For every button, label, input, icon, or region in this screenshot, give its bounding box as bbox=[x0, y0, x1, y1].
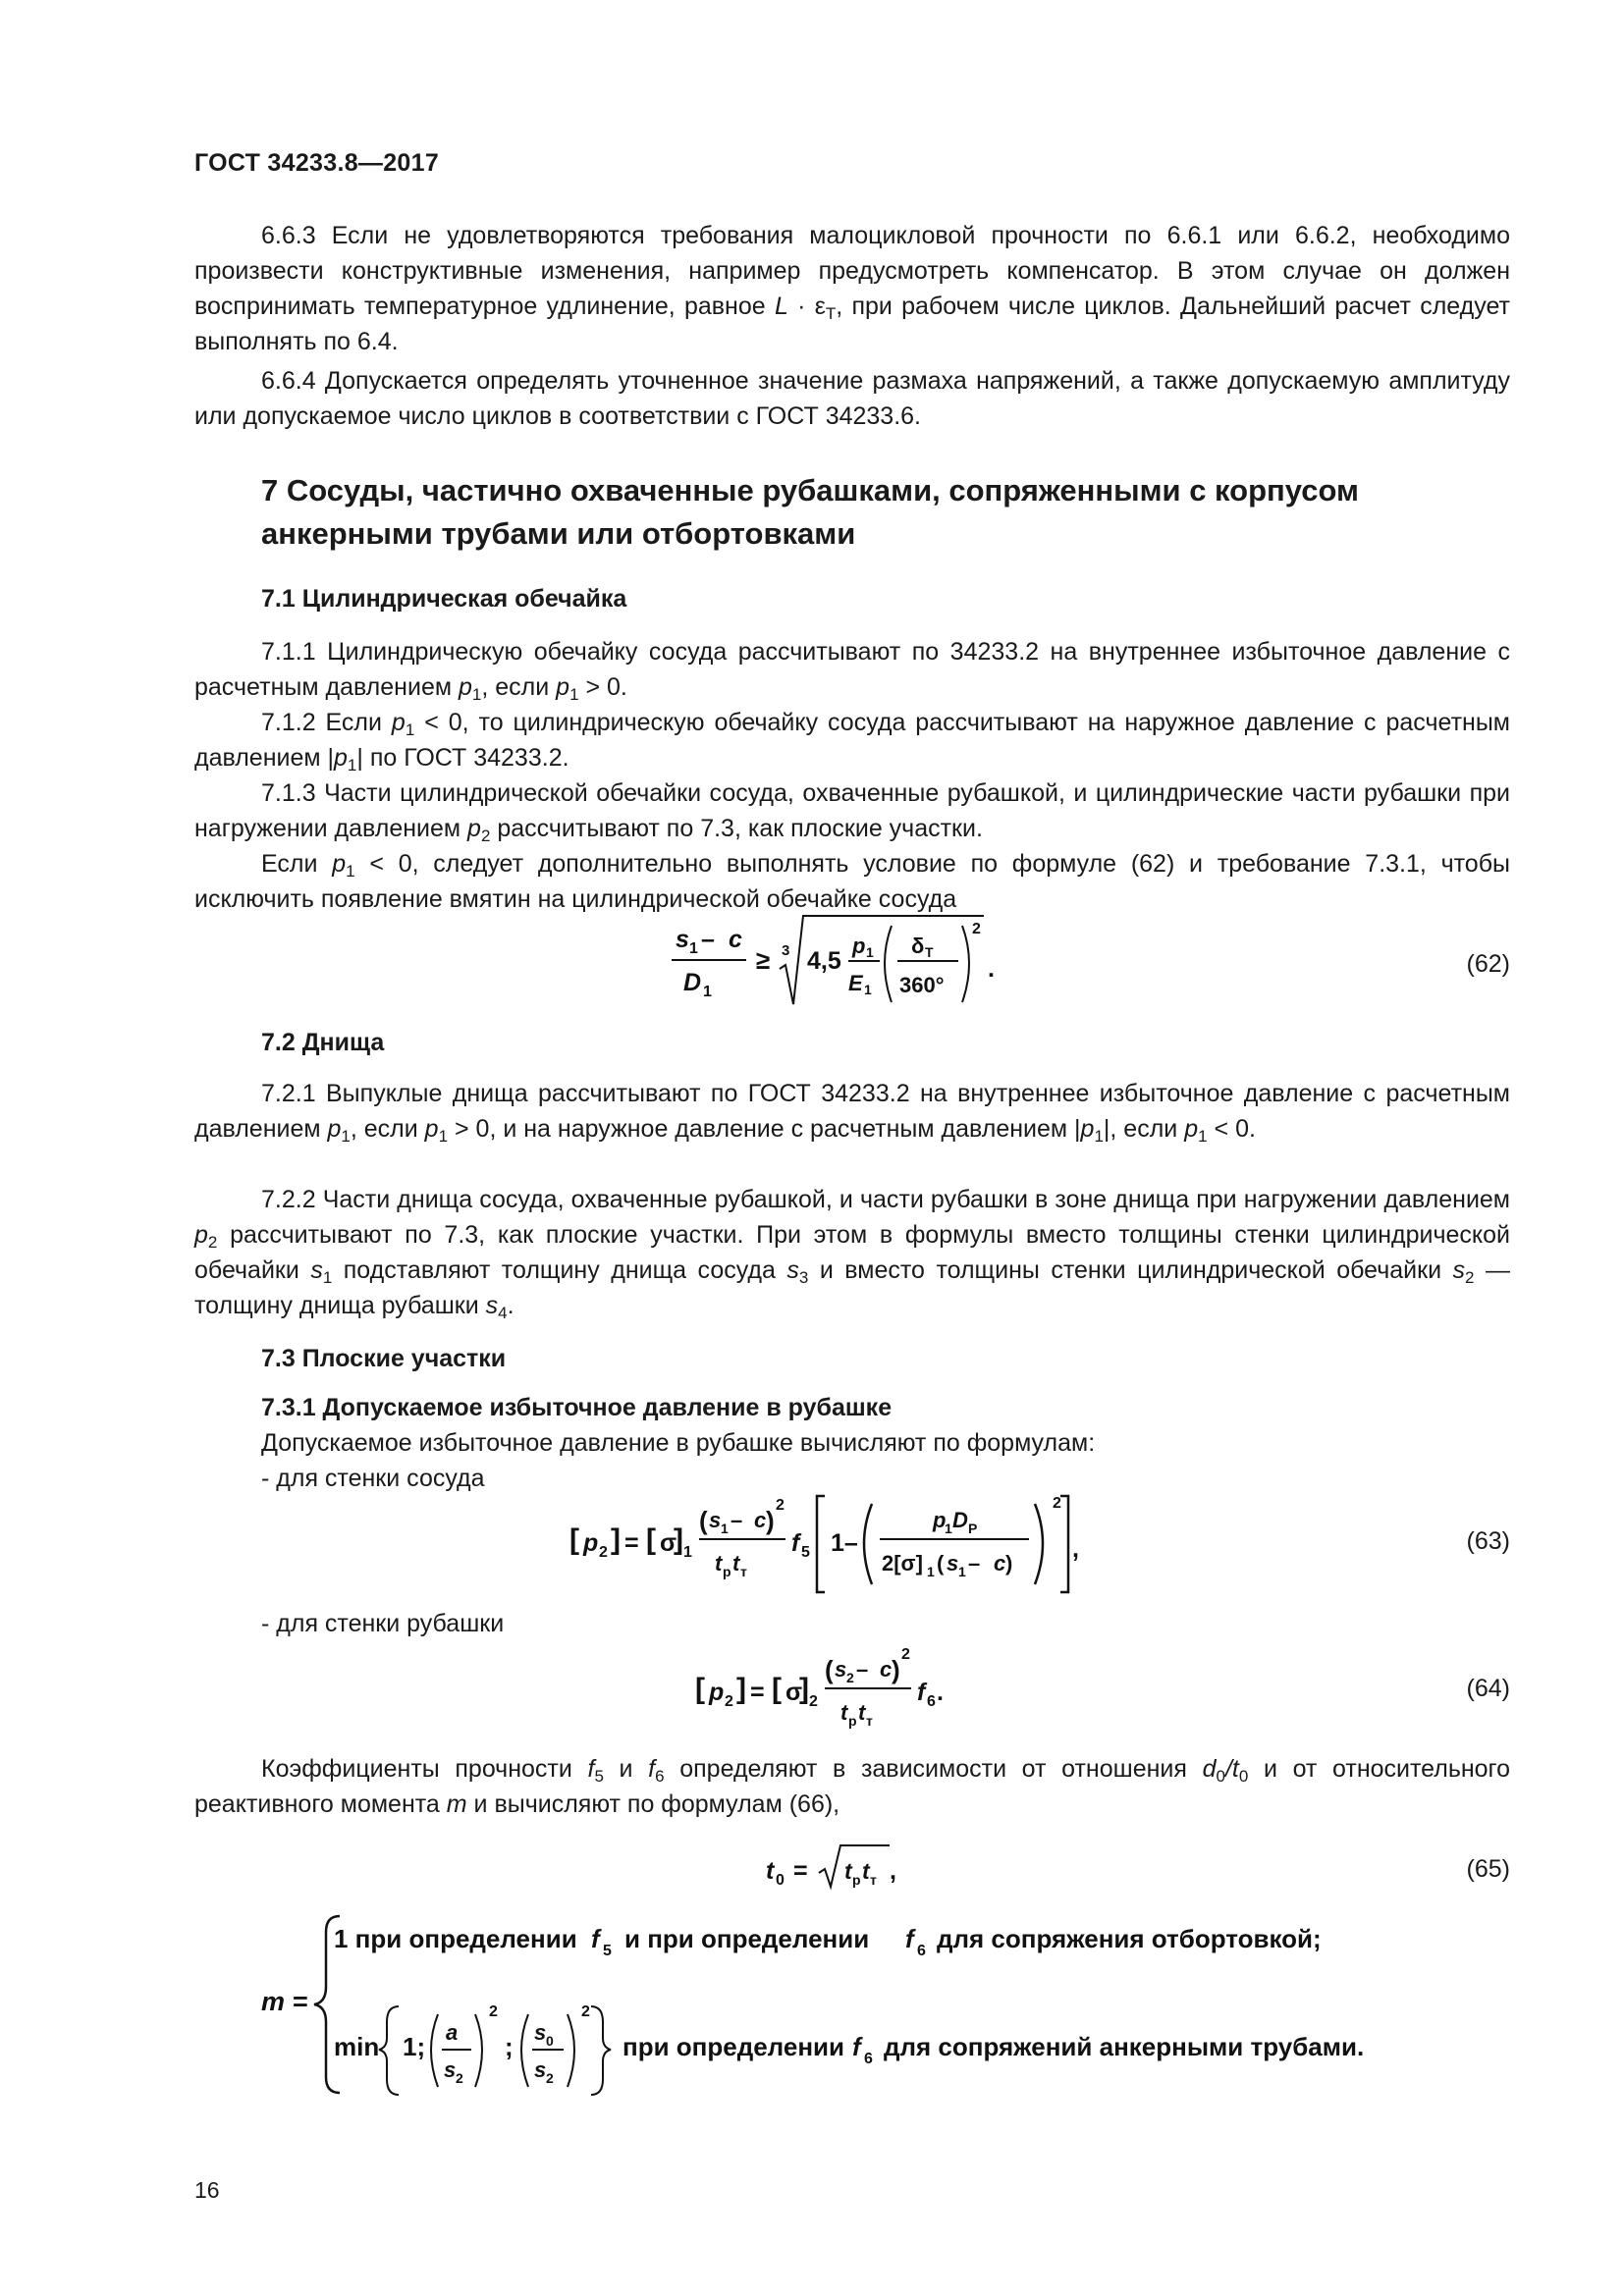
equation-66 bbox=[257, 1908, 1435, 2105]
svg-text:1: 1 bbox=[721, 1521, 729, 1536]
svg-text:2: 2 bbox=[581, 2003, 590, 2020]
svg-text:Т: Т bbox=[925, 944, 934, 960]
svg-text:t: t bbox=[840, 1700, 848, 1725]
svg-text:1: 1 bbox=[927, 1564, 935, 1579]
svg-text:1: 1 bbox=[866, 944, 874, 960]
svg-text:2: 2 bbox=[776, 1497, 785, 1514]
svg-text:f: f bbox=[791, 1529, 800, 1557]
svg-text:σ: σ bbox=[785, 1679, 803, 1706]
svg-text:s: s bbox=[676, 926, 689, 953]
svg-text:(: ( bbox=[699, 1506, 708, 1535]
svg-text:4,5: 4,5 bbox=[807, 947, 841, 975]
svg-text:1;: 1; bbox=[403, 2032, 426, 2061]
svg-text:t: t bbox=[715, 1551, 723, 1575]
svg-text:s: s bbox=[444, 2057, 457, 2082]
svg-text:т: т bbox=[866, 1713, 873, 1729]
equation-65-number: (65) bbox=[1466, 1855, 1510, 1883]
svg-text:=: = bbox=[750, 1679, 765, 1706]
page-number: 16 bbox=[194, 2177, 220, 2203]
section-7-title: 7 Сосуды, частично охваченные рубашками, сопряженными с корпусом анкерными трубами или отбортовками bbox=[261, 473, 1359, 551]
svg-text:t: t bbox=[858, 1700, 866, 1725]
svg-text:p: p bbox=[709, 1679, 725, 1706]
svg-text:=: = bbox=[624, 1529, 639, 1557]
paragraph-7-2-1: 7.2.1 Выпуклые днища рассчитывают по ГОСТ 34233.2 на внутреннее избыточное давление с расчетным давлением $p_1$, если $p_1 > 0$, и на наружное давление с расчетным давлением $|p_1|$, если $p_1 < 0$. bbox=[194, 1080, 1510, 1146]
svg-text:D: D bbox=[952, 1508, 968, 1532]
svg-text:2: 2 bbox=[1053, 1495, 1061, 1512]
svg-text:т: т bbox=[740, 1564, 747, 1579]
svg-text:c: c bbox=[880, 1657, 893, 1682]
svg-text:.: . bbox=[988, 955, 995, 983]
section-7-1-title: 7.1 Цилиндрическая обечайка bbox=[261, 585, 627, 613]
svg-text:р: р bbox=[723, 1564, 731, 1579]
svg-text:σ: σ bbox=[660, 1529, 677, 1557]
svg-text:1 при определении: 1 при определении bbox=[334, 1924, 577, 1953]
svg-text:р: р bbox=[848, 1713, 857, 1729]
svg-text:c: c bbox=[994, 1551, 1006, 1575]
svg-text:s: s bbox=[835, 1657, 847, 1682]
svg-text:2: 2 bbox=[725, 1693, 733, 1710]
svg-text:[: [ bbox=[646, 1523, 656, 1556]
svg-text:5: 5 bbox=[603, 1943, 612, 1959]
svg-text:для сопряжений анкерными труба: для сопряжений анкерными трубами. bbox=[884, 2032, 1365, 2061]
svg-text:1: 1 bbox=[958, 1564, 966, 1579]
svg-text:s: s bbox=[534, 2057, 547, 2082]
svg-text:0: 0 bbox=[776, 1872, 785, 1889]
svg-text:D: D bbox=[683, 969, 702, 996]
paragraph-6-6-4: 6.6.4 Допускается определять уточненное значение размаха напряжений, а также допускаемую амплитуду или допускаемое число циклов в соответствии с ГОСТ 34233.6. bbox=[194, 367, 1510, 430]
svg-text:2: 2 bbox=[901, 1646, 910, 1663]
svg-text:=: = bbox=[793, 1857, 808, 1885]
svg-text:6: 6 bbox=[927, 1693, 936, 1710]
paragraph-7-1-4: Если $p_1 < 0$, следует дополнительно выполнять условие по формуле (62) и требование 7.3.1, чтобы исключить появление вмятин на цилиндрической обечайке сосуда bbox=[194, 850, 1510, 913]
page-header: ГОСТ 34233.8—2017 bbox=[194, 149, 440, 177]
svg-text:]: ] bbox=[674, 1523, 683, 1556]
svg-text:t: t bbox=[862, 1858, 870, 1884]
svg-text:s: s bbox=[534, 2020, 547, 2045]
svg-text:(: ( bbox=[825, 1655, 834, 1684]
equation-64-number: (64) bbox=[1466, 1675, 1510, 1702]
svg-text:1: 1 bbox=[703, 984, 712, 1000]
paragraph-coefficients: Коэффициенты прочности $f_5$ и $f_6$ определяют в зависимости от отношения $d_0/t_0$ и от относительного реактивного момента m и вычисляют по формулам (66), bbox=[194, 1755, 1511, 1818]
svg-text:≥: ≥ bbox=[756, 945, 771, 975]
svg-text:[: [ bbox=[695, 1673, 705, 1705]
svg-text:f: f bbox=[917, 1679, 926, 1706]
svg-text:для сопряжения отбортовкой;: для сопряжения отбортовкой; bbox=[937, 1924, 1322, 1953]
paragraph-7-1-3: 7.1.3 Части цилиндрической обечайки сосуда, охваченные рубашкой, и цилиндрические части рубашки при нагружении давлением $p_2$ рассчитывают по 7.3, как плоские участки. bbox=[194, 779, 1510, 845]
svg-text:s: s bbox=[709, 1508, 722, 1532]
svg-text:2: 2 bbox=[846, 1670, 854, 1685]
svg-text:): ) bbox=[1005, 1551, 1013, 1575]
svg-text:t: t bbox=[766, 1857, 775, 1885]
svg-text:при определении: при определении bbox=[623, 2032, 844, 2061]
svg-text:c: c bbox=[729, 926, 742, 953]
svg-text:]: ] bbox=[736, 1673, 746, 1705]
svg-text:m: m bbox=[261, 1987, 286, 2016]
svg-text:,: , bbox=[1072, 1535, 1079, 1563]
svg-text:): ) bbox=[766, 1506, 775, 1535]
svg-text:3: 3 bbox=[782, 942, 790, 959]
svg-text:1: 1 bbox=[864, 982, 872, 997]
paragraph-7-2-2: 7.2.2 Части днища сосуда, охваченные рубашкой, и части рубашки в зоне днища при нагружении давлением $p_2$ рассчитывают по 7.3, как плоские участки. При этом в формулы вместо толщины стенки цилиндрической обечайки $s_1$ подставляют толщину днища сосуда $s_3$ и вместо толщины стенки цилиндрической обечайки $s_2$ — толщину днища рубашки $s_4$. bbox=[194, 1186, 1510, 1322]
svg-text:1: 1 bbox=[689, 940, 698, 957]
svg-text:f: f bbox=[591, 1924, 600, 1953]
svg-text:[: [ bbox=[772, 1673, 782, 1705]
svg-text:2: 2 bbox=[489, 2003, 498, 2020]
paragraph-7-1-1: 7.1.1 Цилиндрическую обечайку сосуда рассчитывают по 34233.2 на внутреннее избыточное давление с расчетным давлением $p_1$, если $p_1 > 0$. bbox=[194, 638, 1510, 704]
svg-text:и при определении: и при определении bbox=[624, 1924, 870, 1953]
svg-text:360°: 360° bbox=[899, 973, 945, 997]
svg-text:=: = bbox=[293, 1987, 308, 2016]
svg-text:–: – bbox=[856, 1657, 869, 1682]
svg-text:2: 2 bbox=[456, 2070, 463, 2086]
svg-text:]: ] bbox=[611, 1523, 621, 1556]
svg-text:Р: Р bbox=[968, 1521, 978, 1536]
svg-text:;: ; bbox=[505, 2032, 514, 2061]
svg-text:t: t bbox=[844, 1858, 852, 1884]
svg-text:т: т bbox=[870, 1872, 877, 1888]
section-7-2-title: 7.2 Днища bbox=[261, 1029, 385, 1056]
svg-text:1–: 1– bbox=[831, 1529, 858, 1557]
equation-65 bbox=[762, 1838, 919, 1896]
svg-text:[: [ bbox=[569, 1523, 579, 1556]
svg-text:c: c bbox=[754, 1508, 767, 1532]
paragraph-7-3-1-jacket: - для стенки рубашки bbox=[261, 1610, 505, 1637]
svg-text:s: s bbox=[947, 1551, 959, 1575]
equation-62-number: (62) bbox=[1466, 950, 1510, 978]
paragraph-7-1-2: 7.1.2 Если $p_1 < 0$, то цилиндрическую обечайку сосуда рассчитывают на наружное давление с расчетным давлением $|p_1|$ по ГОСТ 34233.2. bbox=[194, 709, 1510, 774]
svg-text:p: p bbox=[583, 1529, 599, 1557]
svg-text:2: 2 bbox=[546, 2070, 554, 2086]
svg-text:.: . bbox=[937, 1679, 944, 1706]
svg-text:–: – bbox=[968, 1551, 981, 1575]
svg-text:): ) bbox=[892, 1655, 900, 1684]
svg-text:(: ( bbox=[937, 1551, 945, 1575]
svg-text:р: р bbox=[852, 1872, 861, 1888]
svg-text:0: 0 bbox=[546, 2033, 554, 2049]
svg-text:–: – bbox=[701, 926, 715, 953]
svg-text:a: a bbox=[446, 2020, 459, 2045]
svg-text:6: 6 bbox=[864, 2051, 873, 2067]
svg-text:5: 5 bbox=[801, 1544, 810, 1561]
svg-text:f: f bbox=[905, 1924, 914, 1953]
svg-text:–: – bbox=[731, 1508, 743, 1532]
svg-text:t: t bbox=[732, 1551, 740, 1575]
svg-text:f: f bbox=[852, 2032, 861, 2061]
svg-text:,: , bbox=[890, 1857, 896, 1885]
svg-text:δ: δ bbox=[911, 934, 925, 958]
paragraph-6-6-3: 6.6.3 Если не удовлетворяются требования малоцикловой прочности по 6.6.1 или 6.6.2, необходимо произвести конструктивные изменения, например предусмотреть компенсатор. В этом случае он должен воспринимать температурное удлинение, равное $L \cdot \varepsilon_Т$, при рабочем числе циклов. Дальнейший расчет следует выполнять по 6.4. bbox=[194, 222, 1510, 355]
svg-text:p: p bbox=[852, 934, 866, 958]
svg-text:2: 2 bbox=[599, 1544, 608, 1561]
section-7-3-1-title: 7.3.1 Допускаемое избыточное давление в рубашке bbox=[261, 1394, 893, 1421]
svg-text:E: E bbox=[848, 971, 863, 995]
section-7-3-title: 7.3 Плоские участки bbox=[261, 1345, 507, 1372]
svg-text:1: 1 bbox=[945, 1521, 952, 1536]
svg-text:2: 2 bbox=[972, 921, 981, 937]
equation-63 bbox=[568, 1482, 1098, 1600]
svg-text:2: 2 bbox=[809, 1693, 818, 1710]
equation-62 bbox=[668, 908, 1001, 1016]
equation-63-number: (63) bbox=[1466, 1527, 1510, 1555]
svg-text:6: 6 bbox=[917, 1943, 926, 1959]
paragraph-7-3-1-intro: Допускаемое избыточное давление в рубашке вычисляют по формулам: - для стенки сосуда bbox=[261, 1429, 1096, 1492]
svg-text:p: p bbox=[933, 1508, 947, 1532]
svg-text:1: 1 bbox=[683, 1544, 692, 1561]
equation-64 bbox=[693, 1635, 988, 1743]
svg-text:]: ] bbox=[799, 1673, 809, 1705]
svg-text:min: min bbox=[334, 2032, 380, 2061]
svg-text:2[σ]: 2[σ] bbox=[882, 1551, 923, 1575]
